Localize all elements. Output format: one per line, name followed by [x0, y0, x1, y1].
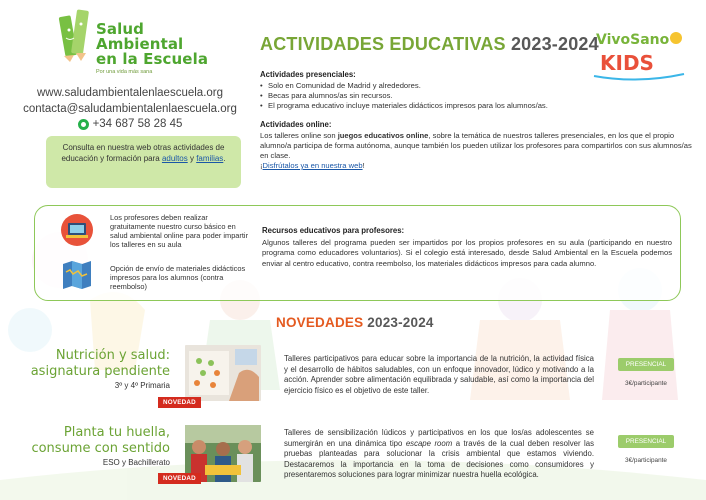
program-title-line1: Planta tu huella,: [63, 425, 170, 440]
teacher-resources: [262, 226, 672, 269]
web-box-end: .: [223, 154, 226, 163]
map-icon: [60, 258, 94, 292]
brand-name-line2: en la Escuela: [96, 50, 209, 68]
program-title-footprint: [20, 425, 170, 467]
program-price: 3€/participante: [625, 380, 667, 387]
novedades-year: 2023-2024: [367, 315, 434, 330]
program-description: Talleres participativos para educar sobre la importancia de la nutrición, la actividad física y el desarrollo de hábitos saludables, con un enfoque innovador, lúdico y motivando a la acción. Aprender sobre alimentación equilibrada y saludable, así como la importancia del ejercicio físico es el objetivo de este taller.: [284, 354, 594, 395]
page-title-text: ACTIVIDADES EDUCATIVAS: [260, 34, 506, 54]
program-title-line2: consume con sentido: [31, 441, 170, 456]
families-link[interactable]: familias: [196, 154, 224, 163]
course-icon: [60, 213, 94, 247]
online-text: [260, 131, 696, 161]
resources-heading: Recursos educativos para profesores:: [262, 226, 405, 235]
program-title-line1: Nutrición y salud:: [55, 348, 170, 363]
brand-logo[interactable]: [96, 22, 236, 75]
online-link-row: [260, 161, 696, 171]
vivosano-logo-line1: VivoSano: [596, 32, 670, 48]
program-title-nutrition: [20, 348, 170, 390]
description-part-a: Talleres de sensibilización lúdicos y participativos en los que los/as adolescentes se sumergirán en una dinámica tipo: [284, 428, 594, 448]
program-level: 3º y 4º Primaria: [114, 381, 170, 390]
nutrition-workshop-photo: [185, 345, 261, 401]
novedad-badge: NOVEDAD: [158, 473, 201, 484]
web-box-text: Consulta en nuestra web otras actividades de educación y formación para: [61, 143, 225, 163]
online-text-bold: juegos educativos online: [337, 131, 429, 140]
presencial-item: • Becas para alumnos/as sin recursos.: [260, 91, 696, 101]
online-link-prefix: ¡: [260, 161, 263, 170]
novedades-title: [276, 315, 434, 330]
web-info-box: [46, 136, 241, 188]
online-games-link[interactable]: Disfrútalos ya en nuestra web: [262, 161, 363, 170]
presencial-list: [260, 81, 696, 111]
online-text-b: , sobre la temática de nuestros talleres presenciales, en los que el propio alumno/a participa de forma autónoma, aunque también los pueden utilizar los profesores para compartirlos con sus alumnos/as en clase.: [260, 131, 692, 160]
shipping-note: Opción de envío de materiales didácticos impresos para los alumnos (contra reembolso): [110, 264, 246, 291]
activities-info: [260, 70, 696, 171]
novedad-badge: NOVEDAD: [158, 397, 201, 408]
program-price: 3€/participante: [625, 457, 667, 464]
presencial-item: • El programa educativo incluye materiales didácticos impresos para los alumnos/as.: [260, 101, 696, 111]
modality-pill: PRESENCIAL: [618, 435, 674, 448]
email-link[interactable]: contacta@saludambientalenlaescuela.org: [23, 102, 237, 115]
resources-text: Algunos talleres del programa pueden ser impartidos por los propios profesores en su aula (participando en nuestro programa como educadores voluntarios). Si el colegio está interesado, desde Salud Ambiental en la Escuela podemos enviar al centro educativo, contra reembolso, los materiales didácticos impresos para cada alumno.: [262, 237, 672, 268]
whatsapp-icon: [78, 119, 89, 130]
contact-block: [18, 86, 242, 136]
page-title-year: 2023-2024: [510, 34, 599, 54]
phone-row[interactable]: [78, 117, 183, 133]
online-link-suffix: !: [362, 161, 365, 170]
brand-tagline: Por una vida más sana: [96, 69, 153, 75]
novedades-title-text: NOVEDADES: [276, 315, 364, 330]
page-title: [260, 34, 599, 55]
brand-name-line1: Salud Ambiental: [96, 20, 184, 53]
pencil-logo-icon: [56, 6, 94, 62]
kids-logo-letters: KIDS: [600, 51, 654, 75]
presencial-heading: Actividades presenciales:: [260, 70, 356, 79]
description-part-b: a través de la cual deben resolver las pruebas planteadas para solucionar la crisis ambiental que estamos viviendo. Destacaremos la importancia en la toma de decisiones como consumidores y presentaremos soluciones para lograr minimizar nuestra huella ecológica.: [284, 438, 594, 480]
online-heading: Actividades online:: [260, 120, 332, 129]
program-description: [284, 428, 594, 481]
online-text-a: Los talleres online son: [260, 131, 338, 140]
adults-link[interactable]: adultos: [161, 154, 188, 163]
program-title-line2: asignatura pendiente: [30, 364, 170, 379]
phone-number: +34 687 58 28 45: [92, 118, 183, 130]
teacher-course-note: Los profesores deben realizar gratuitamente nuestro curso básico en salud ambiental online para poder impartir los talleres en su aula: [110, 213, 249, 249]
presencial-item: • Solo en Comunidad de Madrid y alrededores.: [260, 81, 696, 91]
web-box-and: y: [187, 154, 197, 163]
program-level: ESO y Bachillerato: [102, 458, 170, 467]
website-link[interactable]: www.saludambientalenlaescuela.org: [36, 87, 224, 99]
description-italic: escape room: [405, 438, 453, 448]
modality-pill: PRESENCIAL: [618, 358, 674, 371]
